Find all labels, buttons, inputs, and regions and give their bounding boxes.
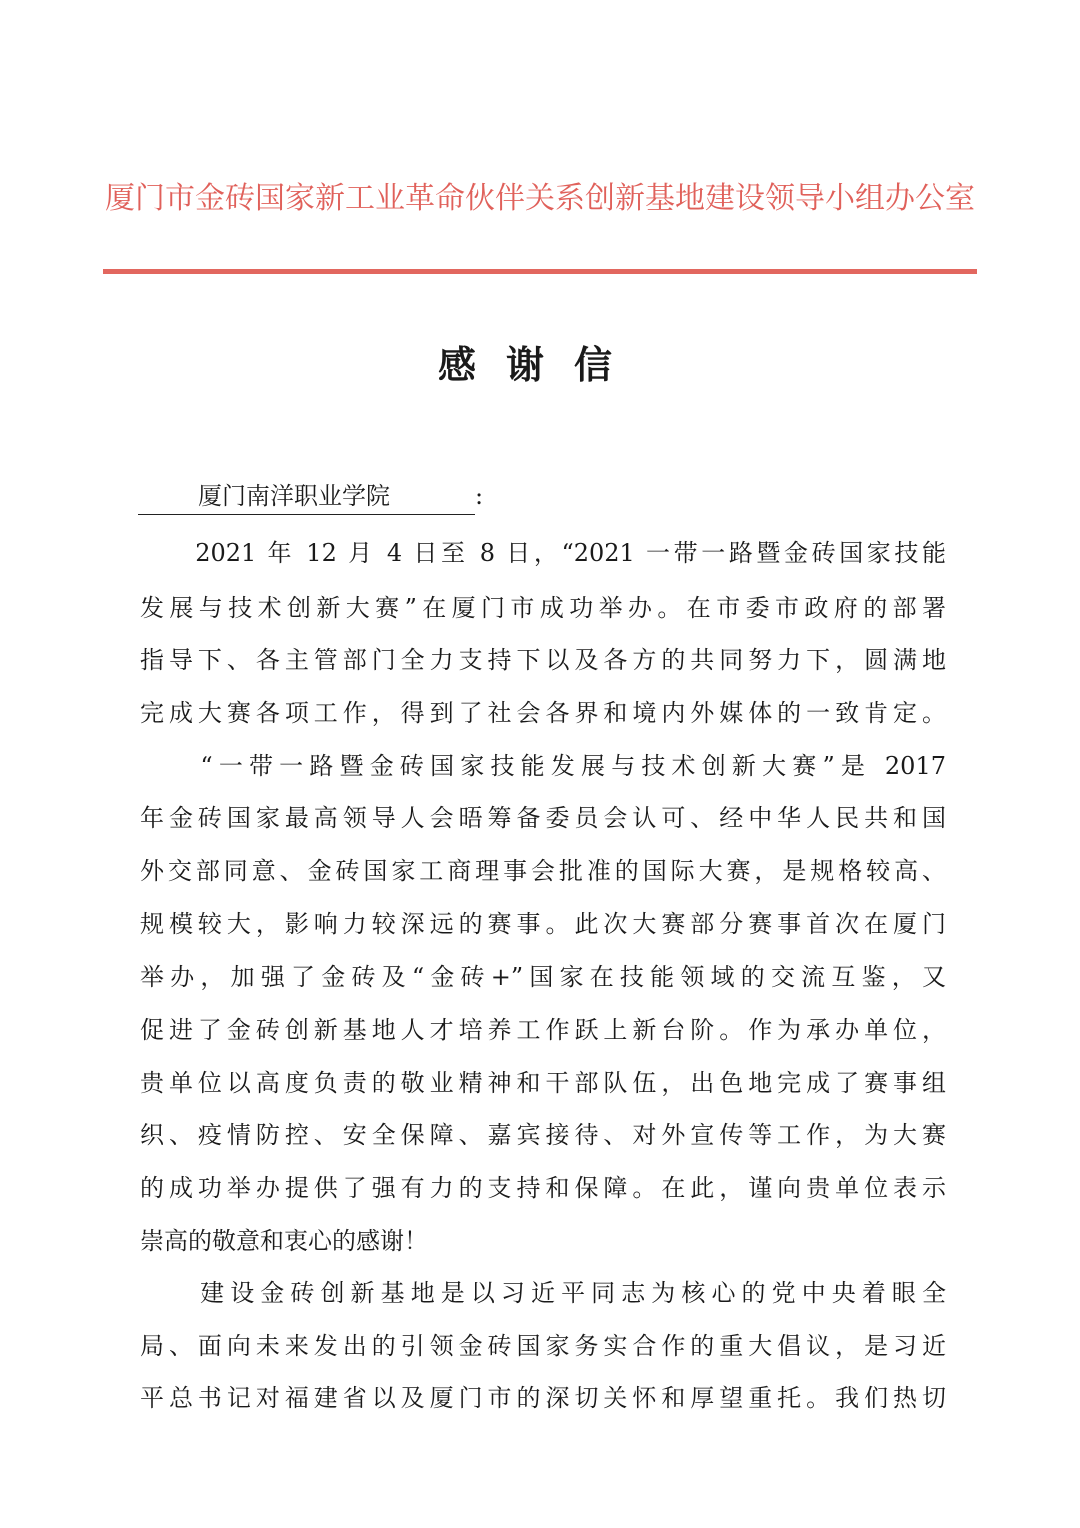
body-line: “一带一路暨金砖国家技能发展与技术创新大赛”是 2017 xyxy=(140,752,946,780)
body-line: 织、疫情防控、安全保障、嘉宾接待、对外宣传等工作，为大赛 xyxy=(140,1121,946,1149)
body-line: 年金砖国家最高领导人会晤筹备委员会认可、经中华人民共和国 xyxy=(140,804,946,832)
body-line: 建设金砖创新基地是以习近平同志为核心的党中央着眼全 xyxy=(140,1279,946,1307)
addressee xyxy=(138,478,538,514)
body-line: 完成大赛各项工作，得到了社会各界和境内外媒体的一致肯定。 xyxy=(140,699,946,727)
body-line: 贵单位以高度负责的敬业精神和干部队伍，出色地完成了赛事组 xyxy=(140,1069,946,1097)
body-line: 外交部同意、金砖国家工商理事会批准的国际大赛，是规格较高、 xyxy=(140,857,946,885)
body-line: 举办，加强了金砖及“金砖+”国家在技能领域的交流互鉴，又 xyxy=(140,963,946,991)
body-line: 指导下、各主管部门全力支持下以及各方的共同努力下，圆满地 xyxy=(140,646,946,674)
addressee-name: 厦门南洋职业学院 xyxy=(138,478,475,515)
addressee-colon: : xyxy=(475,482,484,510)
header-divider xyxy=(103,269,977,274)
body-line: 平总书记对福建省以及厦门市的深切关怀和厚望重托。我们热切 xyxy=(140,1384,946,1412)
body-line: 崇高的敬意和衷心的感谢！ xyxy=(140,1227,428,1255)
body-line: 的成功举办提供了强有力的支持和保障。在此，谨向贵单位表示 xyxy=(140,1174,946,1202)
body-line: 局、面向未来发出的引领金砖国家务实合作的重大倡议，是习近 xyxy=(140,1332,946,1360)
organization-header: 厦门市金砖国家新工业革命伙伴关系创新基地建设领导小组办公室 xyxy=(105,181,975,216)
body-line: 发展与技术创新大赛”在厦门市成功举办。在市委市政府的部署 xyxy=(140,594,946,622)
body-line: 促进了金砖创新基地人才培养工作跃上新台阶。作为承办单位， xyxy=(140,1016,946,1044)
body-line: 2021 年 12 月 4 日至 8 日，“2021 一带一路暨金砖国家技能 xyxy=(140,539,946,567)
letter-title: 感谢信 xyxy=(437,342,642,387)
body-line: 规模较大，影响力较深远的赛事。此次大赛部分赛事首次在厦门 xyxy=(140,910,946,938)
